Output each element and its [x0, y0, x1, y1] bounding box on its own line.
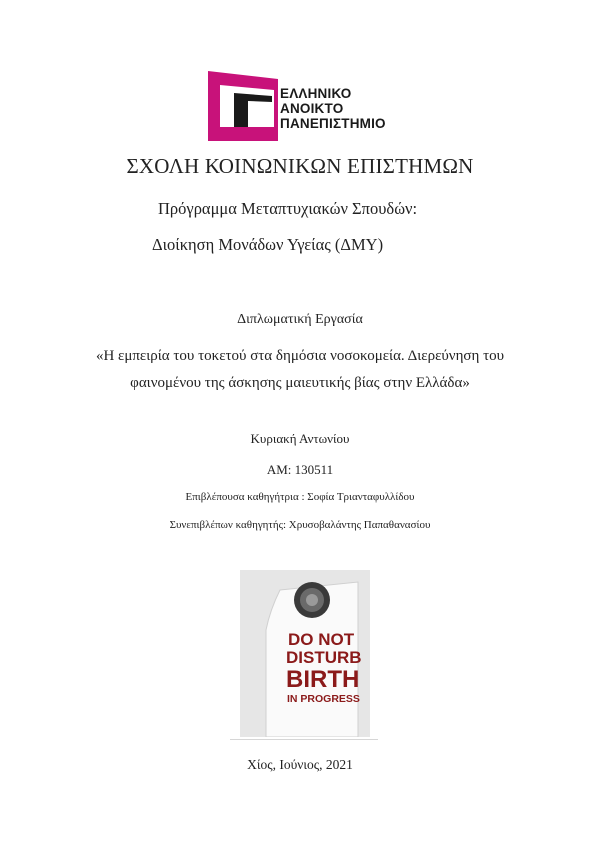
cover-image-door-hanger — [240, 570, 370, 737]
hanger-line1: DO NOT — [288, 630, 355, 649]
program-line1: Πρόγραμμα Μεταπτυχιακών Σπουδών: — [158, 199, 418, 218]
university-name — [280, 86, 386, 131]
university-logo — [208, 71, 398, 141]
thesis-title-line2: φαινομένου της άσκησης μαιευτικής βίας στην Ελλάδα» — [130, 375, 470, 391]
author-name: Κυριακή Αντωνίου — [250, 431, 350, 446]
university-name-line2: ΑΝΟΙΚΤΟ — [280, 101, 344, 116]
thesis-title-line1: «Η εμπειρία του τοκετού στα δημόσια νοσοκομεία. Διερεύνηση του — [95, 348, 505, 364]
program-line2: Διοίκηση Μονάδων Υγείας (ΔΜΥ) — [152, 235, 384, 254]
hanger-line2: DISTURB — [286, 648, 362, 667]
university-name-line3: ΠΑΝΕΠΙΣΤΗΜΙΟ — [280, 116, 386, 131]
school-name: ΣΧΟΛΗ ΚΟΙΝΩΝΙΚΩΝ ΕΠΙΣΤΗΜΩΝ — [126, 154, 474, 178]
co-supervisor: Συνεπιβλέπων καθηγητής: Χρυσοβαλάντης Παπαθανασίου — [169, 519, 431, 531]
hanger-line4: IN PROGRESS — [287, 693, 360, 705]
place-date: Χίος, Ιούνιος, 2021 — [247, 757, 353, 772]
hanger-line3: BIRTH — [286, 666, 360, 693]
supervisor: Επιβλέπουσα καθηγήτρια : Σοφία Τριανταφυλλίδου — [185, 491, 415, 503]
divider — [230, 739, 378, 740]
door-hanger-illustration — [240, 570, 370, 737]
thesis-title — [60, 343, 540, 397]
university-name-line1: ΕΛΛΗΝΙΚΟ — [280, 86, 352, 101]
university-logo-mark — [208, 71, 278, 141]
student-id: ΑΜ: 130511 — [266, 462, 334, 477]
thesis-label: Διπλωματική Εργασία — [237, 312, 363, 327]
